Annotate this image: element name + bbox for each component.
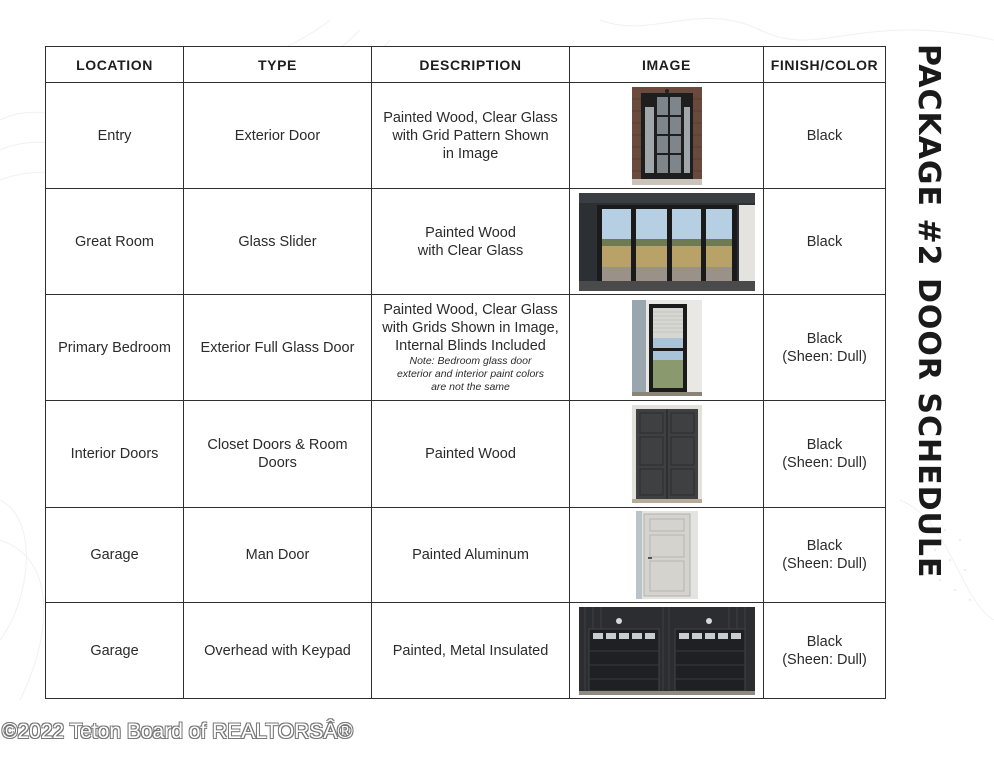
cell-description [372,295,570,401]
cell-finish [764,401,886,508]
cell-finish [764,603,886,699]
cell-location: Primary Bedroom [46,295,184,401]
description-line: Painted Wood, Clear Glass [383,302,558,318]
description-line: Painted Wood [425,224,516,241]
note-line: Note: Bedroom glass door [409,355,532,367]
type-line: Doors [258,455,297,471]
cell-image [570,83,764,189]
glass-slider-photo [579,193,755,291]
description-line: Painted Wood, Clear Glass [383,109,558,126]
door-schedule-table [45,46,886,699]
cell-location: Great Room [46,189,184,295]
cell-type: Man Door [184,508,372,603]
cell-image [570,295,764,401]
garage-doors-photo [579,607,755,695]
full-glass-door-photo [632,300,702,396]
finish-line: Black [806,330,843,347]
page-title [908,44,952,579]
note-line: exterior and interior paint colors [396,368,545,380]
description-line: in Image [442,145,499,162]
table-row [46,83,886,189]
cell-location: Garage [46,508,184,603]
table-row [46,189,886,295]
finish-line: (Sheen: Dull) [782,651,867,668]
finish-line: (Sheen: Dull) [782,455,867,471]
finish-line: Black [806,437,843,453]
table-row [46,401,886,508]
cell-type: Overhead with Keypad [184,603,372,699]
finish-line: (Sheen: Dull) [782,556,867,572]
cell-finish: Black [764,83,886,189]
cell-finish [764,295,886,401]
cell-location: Interior Doors [46,401,184,508]
header-type: TYPE [184,47,372,83]
page-title-text: PACKAGE #2 DOOR SCHEDULE [911,44,946,579]
cell-image [570,189,764,295]
cell-type [184,401,372,508]
description-line: Internal Blinds Included [395,338,546,354]
cell-type: Exterior Door [184,83,372,189]
cell-type: Exterior Full Glass Door [184,295,372,401]
cell-location: Entry [46,83,184,189]
table-header-row [46,47,886,83]
header-finish-color: FINISH/COLOR [764,47,886,83]
description-line: with Grid Pattern Shown [392,127,549,144]
description-line: with Clear Glass [417,242,524,259]
cell-description [372,83,570,189]
cell-image [570,508,764,603]
cell-finish [764,508,886,603]
cell-image [570,401,764,508]
header-location: LOCATION [46,47,184,83]
man-door-photo [636,511,698,599]
cell-image [570,603,764,699]
table-row [46,508,886,603]
note-line: are not the same [431,381,510,393]
copyright-watermark: ©2022 Teton Board of REALTORSÂ® [2,720,353,743]
cell-location: Garage [46,603,184,699]
cell-description: Painted Wood [372,401,570,508]
cell-description: Painted Aluminum [372,508,570,603]
finish-line: (Sheen: Dull) [782,348,867,365]
header-description: DESCRIPTION [372,47,570,83]
cell-finish: Black [764,189,886,295]
type-line: Closet Doors & Room [207,437,348,453]
closet-doors-photo [632,405,702,503]
entry-door-photo [632,87,702,185]
table-row [46,603,886,699]
finish-line: Black [806,538,843,554]
header-image: IMAGE [570,47,764,83]
table-row [46,295,886,401]
cell-description [372,189,570,295]
cell-type: Glass Slider [184,189,372,295]
description-line: with Grids Shown in Image, [382,320,559,336]
cell-description: Painted, Metal Insulated [372,603,570,699]
finish-line: Black [806,633,843,650]
